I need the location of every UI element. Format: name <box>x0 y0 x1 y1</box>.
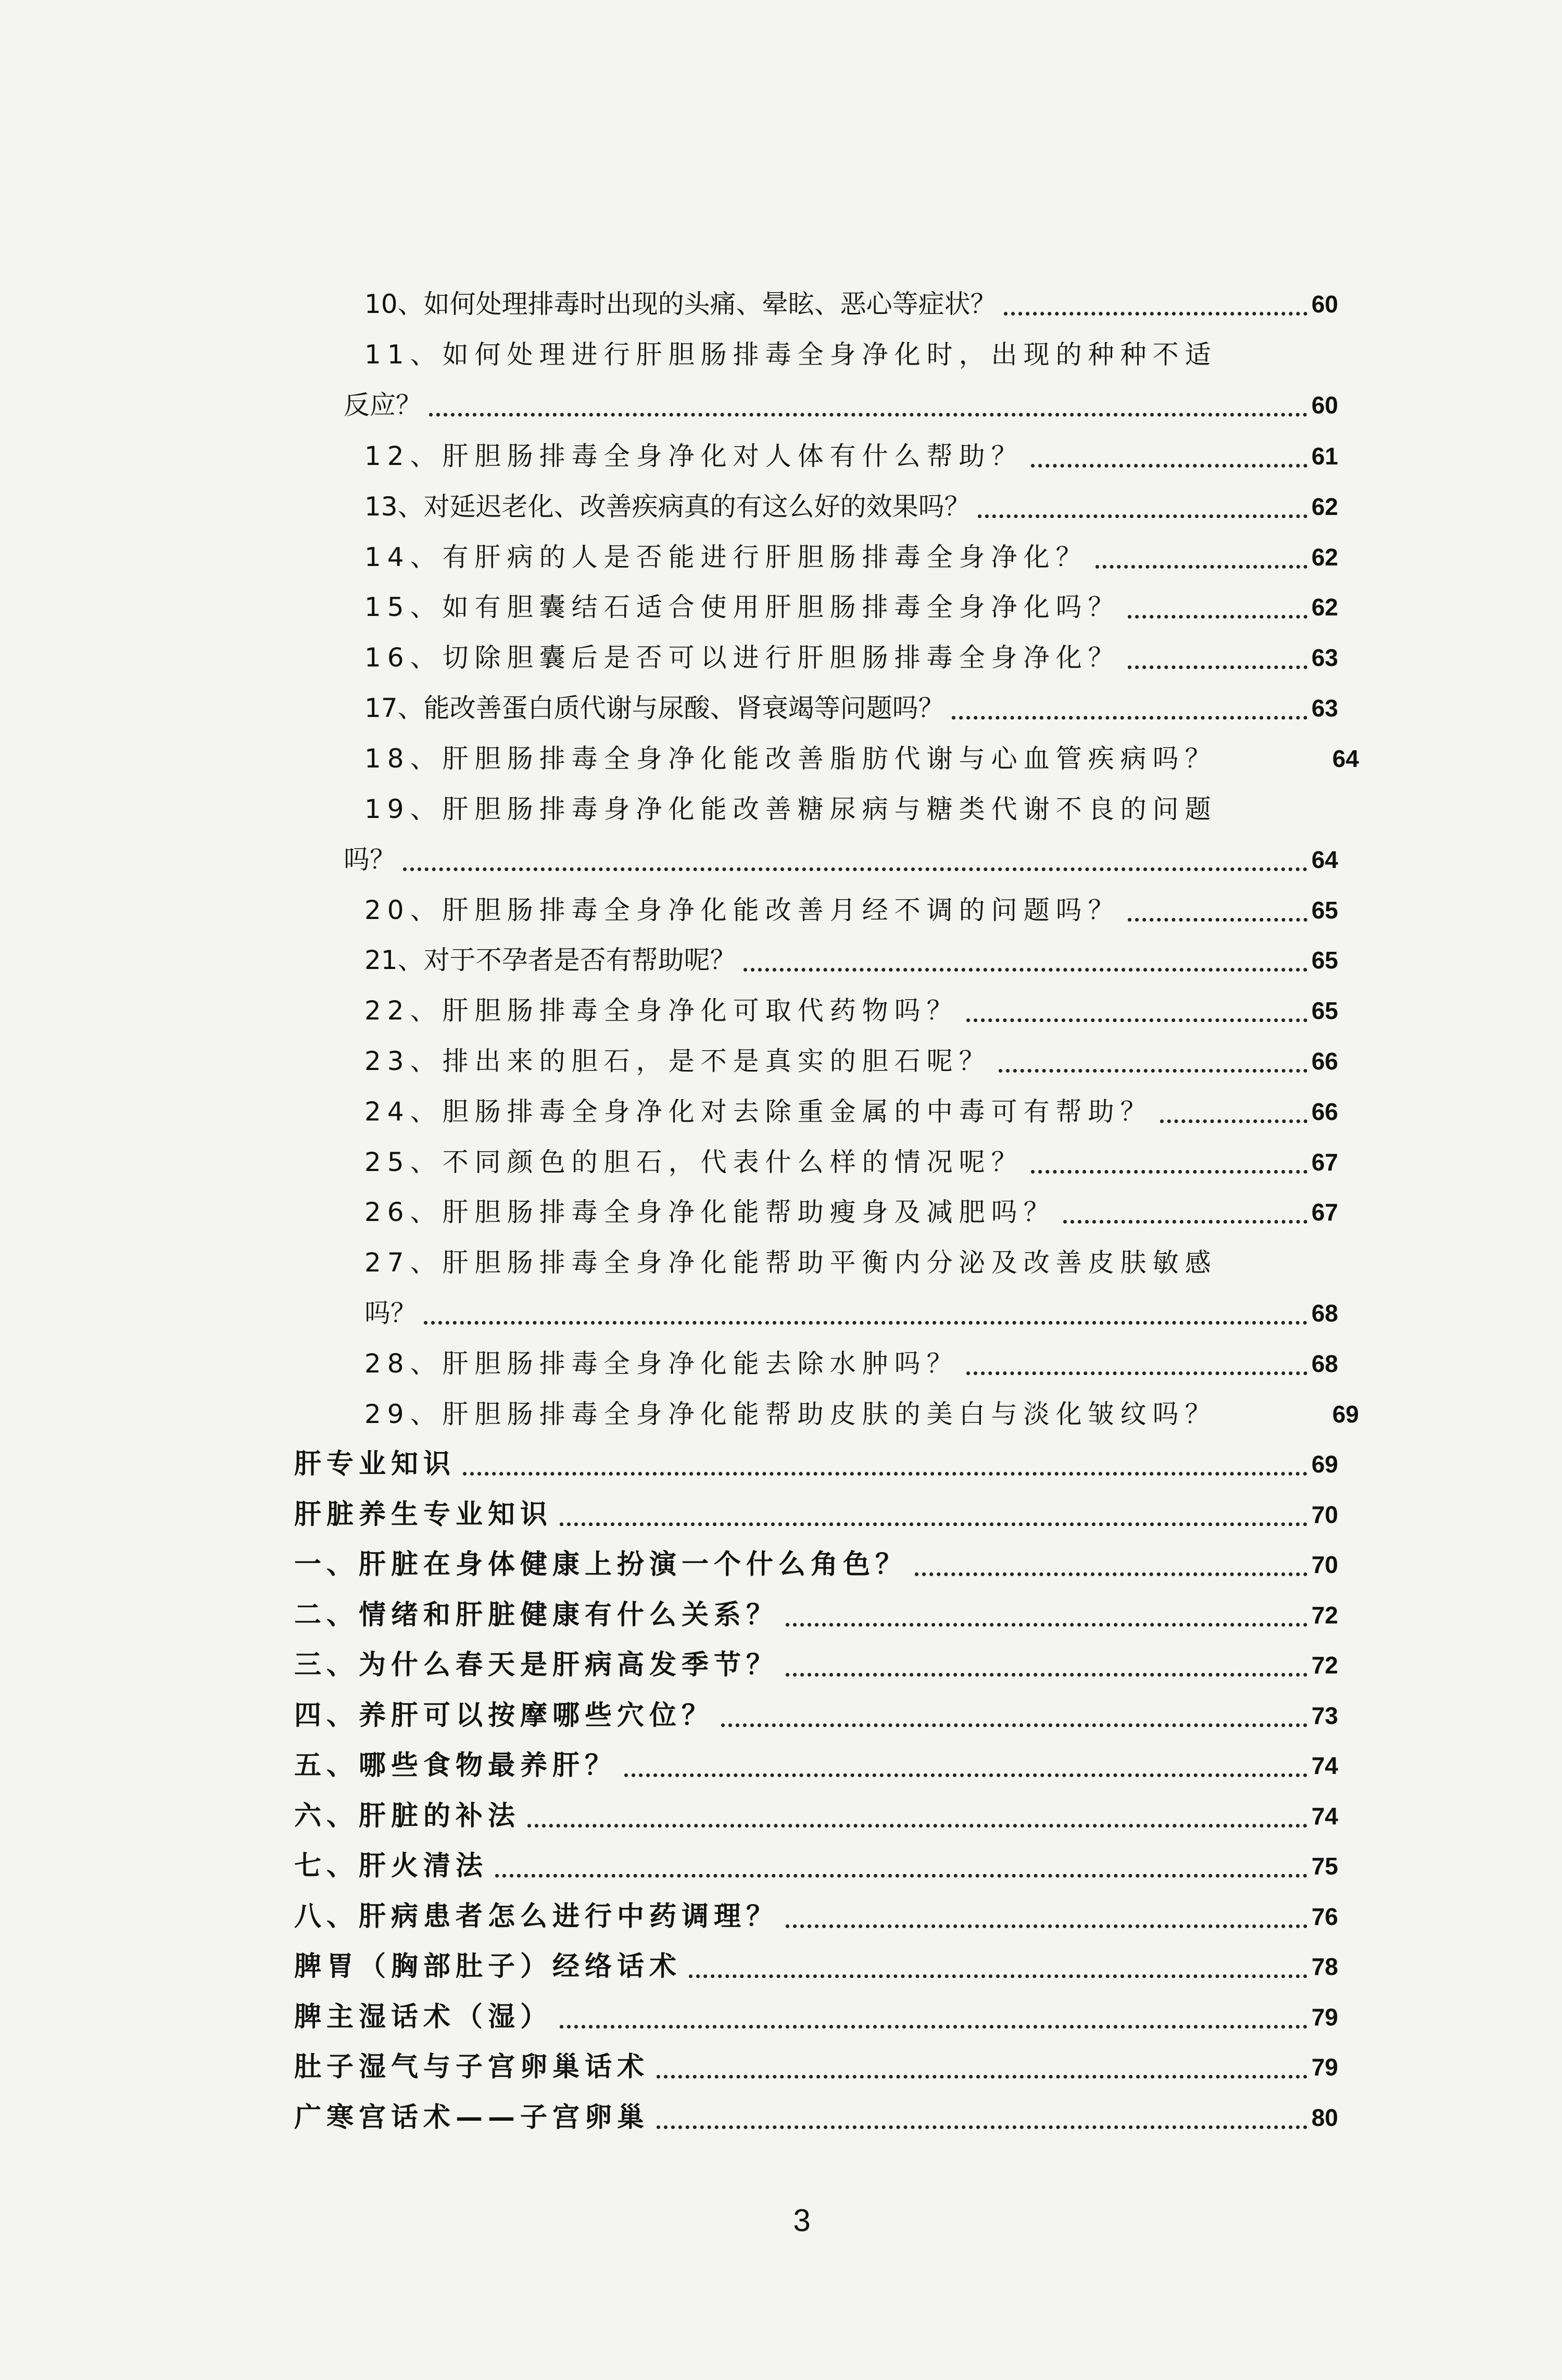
toc-entry-24[interactable] <box>364 1088 1338 1136</box>
toc-main-entry[interactable] <box>294 2094 1338 2142</box>
dot-leader <box>657 2075 1307 2079</box>
dot-leader <box>657 2125 1307 2129</box>
dot-leader <box>744 968 1307 972</box>
toc-entry-17[interactable] <box>364 684 1338 732</box>
dot-leader <box>1063 1220 1307 1224</box>
dot-leader <box>1128 615 1307 619</box>
toc-title: 18、肝胆肠排毒全身净化能改善脂肪代谢与心血管疾病吗？ <box>364 744 1217 774</box>
dot-leader <box>1031 464 1307 468</box>
toc-title: 肚子湿气与子宫卵巢话术 <box>294 2051 650 2083</box>
page-number: 3 <box>793 2203 811 2238</box>
toc-title: 13、对延迟老化、改善疾病真的有这么好的效果吗？ <box>364 492 971 522</box>
toc-page: 61 <box>1311 443 1338 470</box>
toc-entry-28[interactable] <box>364 1340 1338 1388</box>
dot-leader <box>1219 779 1330 783</box>
dot-leader <box>1004 312 1307 316</box>
toc-title: 二、情绪和肝脏健康有什么关系？ <box>294 1600 779 1631</box>
toc-title: 17、能改善蛋白质代谢与尿酸、肾衰竭等问题吗？ <box>364 693 944 723</box>
dot-leader <box>495 1874 1307 1878</box>
toc-title: 四、养肝可以按摩哪些穴位？ <box>294 1700 714 1731</box>
dot-leader <box>689 1974 1307 1978</box>
toc-page: 73 <box>1311 1702 1338 1729</box>
toc-page: 64 <box>1311 846 1338 873</box>
dot-leader <box>966 1371 1307 1375</box>
toc-main-entry[interactable] <box>294 1993 1338 2041</box>
toc-title: 反应？ <box>344 390 422 420</box>
toc-main-entry[interactable] <box>294 2043 1338 2091</box>
toc-title: 七、肝火清法 <box>294 1850 488 1882</box>
toc-page: 62 <box>1311 544 1338 571</box>
toc-title: 六、肝脏的补法 <box>294 1800 521 1832</box>
toc-entry-16[interactable] <box>364 634 1338 682</box>
dot-leader <box>429 413 1307 417</box>
toc-page: 69 <box>1311 1451 1338 1478</box>
dot-leader <box>560 1522 1307 1526</box>
toc-title: 肝脏养生专业知识 <box>294 1499 553 1530</box>
toc-title: 三、为什么春天是肝病高发季节？ <box>294 1649 779 1681</box>
toc-page: 76 <box>1311 1903 1338 1930</box>
toc-title: 22、肝胆肠排毒全身净化可取代药物吗？ <box>364 996 959 1026</box>
dot-leader <box>1219 1434 1330 1438</box>
toc-main-entry[interactable] <box>294 1943 1338 1991</box>
dot-leader <box>786 1924 1307 1928</box>
toc-title: 25、不同颜色的胆石，代表什么样的情况呢？ <box>364 1147 1024 1177</box>
toc-entry-10[interactable] <box>364 280 1338 328</box>
toc-title: 29、肝胆肠排毒全身净化能帮助皮肤的美白与淡化皱纹吗？ <box>364 1399 1217 1429</box>
toc-entry-19[interactable] <box>344 836 1338 884</box>
dot-leader <box>1128 918 1307 922</box>
toc-main-entry[interactable] <box>294 1491 1338 1539</box>
dot-leader <box>463 1472 1307 1476</box>
toc-entry-22[interactable] <box>364 987 1338 1035</box>
toc-page: 74 <box>1311 1803 1338 1830</box>
toc-title: 脾主湿话术（湿） <box>294 2001 553 2033</box>
dot-leader <box>978 514 1307 518</box>
toc-title: 吗？ <box>364 1298 417 1328</box>
toc-page: 67 <box>1311 1199 1338 1226</box>
toc-title: 16、切除胆囊后是否可以进行肝胆肠排毒全身净化？ <box>364 643 1120 673</box>
dot-leader <box>952 716 1307 720</box>
dot-leader <box>527 1824 1307 1828</box>
toc-title: 12、肝胆肠排毒全身净化对人体有什么帮助？ <box>364 441 1024 471</box>
toc-entry-20[interactable] <box>364 886 1338 934</box>
toc-page: 67 <box>1311 1149 1338 1176</box>
toc-entry-15[interactable] <box>364 583 1338 631</box>
toc-entry-25[interactable] <box>364 1138 1338 1186</box>
toc-page: 75 <box>1311 1853 1338 1880</box>
dot-leader <box>1031 1170 1307 1174</box>
toc-entry-19-line1[interactable]: 19、肝胆肠排毒身净化能改善糖尿病与糖类代谢不良的问题 <box>364 794 1217 824</box>
toc-entry-21[interactable] <box>364 936 1338 984</box>
dot-leader <box>721 1723 1307 1727</box>
dot-leader <box>915 1572 1307 1576</box>
toc-title: 一、肝脏在身体健康上扮演一个什么角色？ <box>294 1549 908 1580</box>
toc-page: 79 <box>1311 2004 1338 2031</box>
toc-main-entry[interactable] <box>294 1692 1338 1740</box>
toc-title: 吗？ <box>344 845 396 875</box>
dot-leader <box>1128 665 1307 669</box>
toc-main-entry[interactable] <box>294 1641 1338 1689</box>
toc-page: 65 <box>1311 947 1338 974</box>
toc-main-entry[interactable] <box>294 1440 1338 1488</box>
toc-entry-27-line1[interactable]: 27、肝胆肠排毒全身净化能帮助平衡内分泌及改善皮肤敏感 <box>364 1248 1217 1278</box>
toc-page: 72 <box>1311 1652 1338 1679</box>
toc-page: 80 <box>1311 2104 1338 2131</box>
dot-leader <box>786 1623 1307 1627</box>
toc-page: 69 <box>1332 1401 1359 1428</box>
toc-title: 28、肝胆肠排毒全身净化能去除水肿吗？ <box>364 1349 959 1379</box>
toc-entry-13[interactable] <box>364 483 1338 531</box>
toc-page: 78 <box>1311 1953 1338 1980</box>
toc-page: 60 <box>1311 392 1338 419</box>
toc-title: 肝专业知识 <box>294 1449 456 1480</box>
toc-entry-26[interactable] <box>364 1188 1338 1236</box>
toc-main-entry[interactable] <box>294 1742 1338 1790</box>
toc-page: 70 <box>1311 1551 1338 1578</box>
dot-leader <box>624 1773 1307 1777</box>
toc-title: 15、如有胆囊结石适合使用肝胆肠排毒全身净化吗？ <box>364 592 1120 622</box>
toc-entry-29[interactable] <box>364 1390 1359 1438</box>
toc-entry-11[interactable] <box>344 381 1338 429</box>
toc-page: 65 <box>1311 897 1338 924</box>
toc-main-entry[interactable] <box>294 1893 1338 1941</box>
toc-page: 63 <box>1311 695 1338 722</box>
toc-title: 八、肝病患者怎么进行中药调理？ <box>294 1901 779 1932</box>
toc-page: 66 <box>1311 1098 1338 1125</box>
toc-page: 64 <box>1332 745 1359 772</box>
dot-leader <box>1160 1119 1307 1123</box>
toc-page: 63 <box>1311 644 1338 671</box>
toc-entry-23[interactable] <box>364 1037 1338 1085</box>
toc-title: 14、有肝病的人是否能进行肝胆肠排毒全身净化？ <box>364 542 1088 572</box>
toc-title: 24、胆肠排毒全身净化对去除重金属的中毒可有帮助？ <box>364 1097 1153 1127</box>
toc-entry-14[interactable] <box>364 533 1338 581</box>
toc-main-entry[interactable] <box>294 1541 1338 1589</box>
dot-leader <box>560 2025 1307 2029</box>
toc-title: 五、哪些食物最养肝？ <box>294 1750 618 1781</box>
dot-leader <box>424 1321 1307 1325</box>
toc-title: 10、如何处理排毒时出现的头痛、晕眩、恶心等症状？ <box>364 289 997 319</box>
toc-main-entry[interactable] <box>294 1591 1338 1639</box>
toc-page: 74 <box>1311 1752 1338 1779</box>
toc-entry-12[interactable] <box>364 432 1338 480</box>
toc-page: 70 <box>1311 1501 1338 1528</box>
toc-title: 20、肝胆肠排毒全身净化能改善月经不调的问题吗？ <box>364 895 1120 925</box>
dot-leader <box>1095 565 1307 569</box>
toc-page: 66 <box>1311 1048 1338 1075</box>
dot-leader <box>786 1673 1307 1677</box>
toc-title: 广寒宫话术——子宫卵巢 <box>294 2102 650 2133</box>
toc-title: 脾胃（胸部肚子）经络话术 <box>294 1951 682 1982</box>
toc-title: 23、排出来的胆石，是不是真实的胆石呢？ <box>364 1046 991 1076</box>
toc-page: 72 <box>1311 1602 1338 1629</box>
toc-page: 79 <box>1311 2054 1338 2081</box>
dot-leader <box>999 1069 1307 1073</box>
toc-entry-18[interactable] <box>364 735 1359 783</box>
toc-entry-11-line1[interactable]: 11、如何处理进行肝胆肠排毒全身净化时，出现的种种不适 <box>364 339 1217 370</box>
toc-page: 68 <box>1311 1300 1338 1327</box>
toc-main-entry[interactable] <box>294 1792 1338 1840</box>
toc-page: 68 <box>1311 1350 1338 1377</box>
toc-entry-27[interactable] <box>364 1289 1338 1337</box>
toc-page: 62 <box>1311 594 1338 621</box>
toc-title: 26、肝胆肠排毒全身净化能帮助瘦身及减肥吗？ <box>364 1197 1056 1227</box>
toc-page: 62 <box>1311 493 1338 520</box>
toc-page: 65 <box>1311 997 1338 1024</box>
dot-leader <box>966 1018 1307 1022</box>
dot-leader <box>403 867 1307 871</box>
toc-title: 21、对于不孕者是否有帮助呢？ <box>364 945 736 975</box>
toc-page: 60 <box>1311 291 1338 318</box>
toc-main-entry[interactable] <box>294 1842 1338 1890</box>
